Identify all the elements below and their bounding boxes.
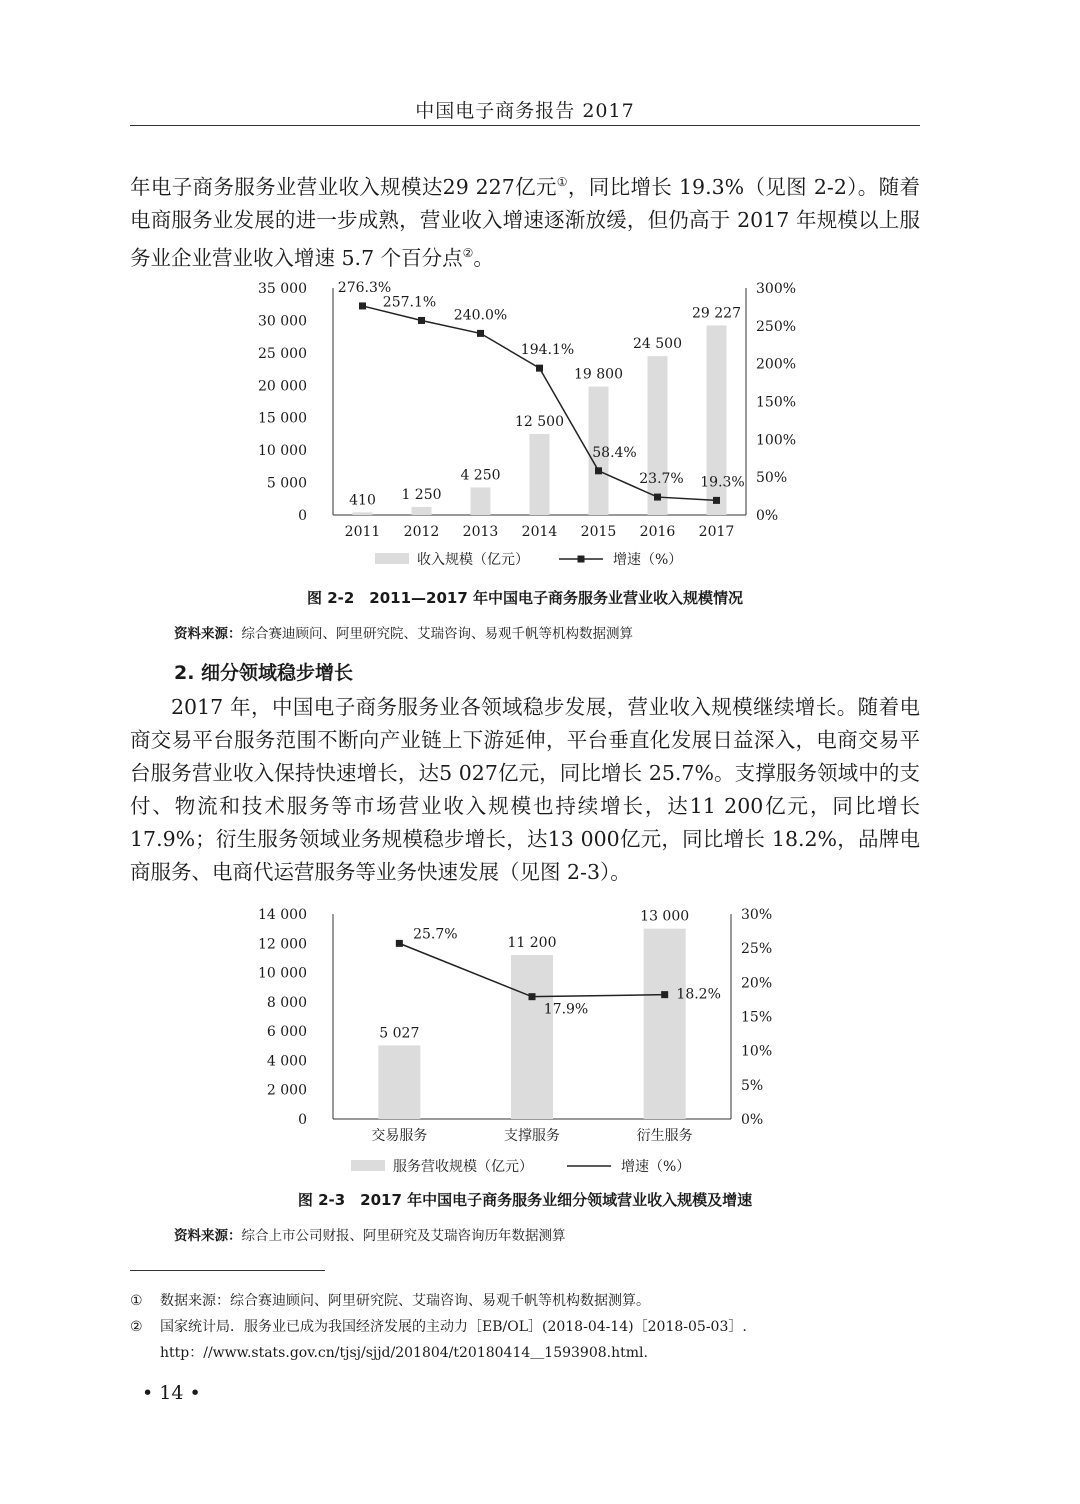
growth-label: 257.1% bbox=[382, 294, 437, 311]
footnote-2 bbox=[130, 1314, 920, 1340]
legend-bar-swatch bbox=[375, 553, 409, 564]
left-tick-label: 25 000 bbox=[258, 345, 307, 362]
left-tick-label: 4 000 bbox=[266, 1053, 307, 1070]
running-header: 中国电子商务报告 2017 bbox=[415, 100, 635, 122]
footnote-ref-1[interactable]: ① bbox=[556, 175, 568, 189]
growth-point bbox=[477, 330, 484, 337]
page-number: • 14 • bbox=[142, 1382, 201, 1404]
right-tick-label: 0% bbox=[756, 508, 779, 524]
growth-label: 276.3% bbox=[337, 279, 392, 296]
revenue-trend-chart bbox=[0, 272, 1080, 577]
paragraph-1 bbox=[130, 166, 920, 275]
paragraph-2: 2017 年，中国电子商务服务业各领域稳步发展，营业收入规模继续增长。随着电商交易平台服务范围不断向产业链上下游延伸，平台垂直化发展日益深入，电商交易平台服务营业收入保持快速增长，达5 027亿元，同比增长 25.7%。支撑服务领域中的支付、物流和技术服务等市场营业收入规模也持续增长，达11 200亿元，同比增长 17.9%；衍生服务领域业务规模稳步增长，达13 000亿元，同比增长 18.2%，品牌电商服务、电商代运营服务等业务快速发展（见图 2-3）。 bbox=[130, 695, 920, 884]
left-tick-label: 12 000 bbox=[258, 936, 307, 953]
growth-label: 25.7% bbox=[413, 926, 458, 943]
right-tick-label: 200% bbox=[756, 356, 797, 373]
category-label: 衍生服务 bbox=[636, 1128, 693, 1144]
bar-value-label: 5 027 bbox=[379, 1025, 420, 1042]
footnote-ref-2[interactable]: ② bbox=[462, 245, 474, 260]
right-tick-label: 250% bbox=[756, 318, 797, 335]
category-label: 2011 bbox=[344, 524, 381, 540]
footnote-mark: ② bbox=[130, 1319, 143, 1335]
growth-point bbox=[536, 365, 543, 372]
right-tick-label: 50% bbox=[756, 470, 788, 487]
footnote-text: 数据来源：综合赛迪顾问、阿里研究院、艾瑞咨询、易观千帆等机构数据测算。 bbox=[160, 1293, 650, 1309]
paragraph-1-text-a: 年电子商务服务业营业收入规模达29 227亿元 bbox=[130, 174, 557, 199]
left-tick-label: 0 bbox=[298, 1112, 307, 1128]
section-heading: 2. 细分领域稳步增长 bbox=[174, 662, 354, 684]
bar-value-label: 1 250 bbox=[401, 486, 442, 503]
growth-point bbox=[595, 467, 602, 474]
bar bbox=[412, 507, 432, 515]
source-label: 资料来源： bbox=[174, 626, 242, 642]
bar-value-label: 29 227 bbox=[692, 305, 741, 322]
paragraph-1-text-b: ，同比增长 19.3%（见图 2-2）。随着电商服务业发展的进一步成熟，营业收入增速逐渐放缓，但仍高于 2017 年规模以上服务业企业营业收入增速 5.7 个百分点 bbox=[130, 174, 921, 270]
category-label: 2014 bbox=[521, 524, 558, 540]
paragraph-1-text-c: 。 bbox=[473, 245, 494, 270]
growth-label: 19.3% bbox=[700, 474, 745, 491]
right-tick-label: 20% bbox=[741, 975, 773, 992]
bar bbox=[353, 512, 373, 515]
growth-label: 18.2% bbox=[676, 986, 721, 1003]
bar-value-label: 4 250 bbox=[460, 467, 501, 484]
left-tick-label: 20 000 bbox=[258, 378, 307, 395]
growth-point bbox=[661, 991, 668, 998]
left-tick-label: 35 000 bbox=[258, 281, 307, 297]
right-tick-label: 0% bbox=[741, 1112, 764, 1128]
right-tick-label: 10% bbox=[741, 1043, 773, 1060]
footnote-rule bbox=[130, 1270, 325, 1271]
bar-value-label: 19 800 bbox=[574, 366, 623, 383]
footnotes bbox=[130, 1288, 920, 1366]
bar bbox=[644, 929, 686, 1119]
left-tick-label: 5 000 bbox=[266, 475, 307, 492]
growth-point bbox=[396, 940, 403, 947]
source-text: 综合赛迪顾问、阿里研究院、艾瑞咨询、易观千帆等机构数据测算 bbox=[241, 626, 633, 642]
left-tick-label: 8 000 bbox=[266, 994, 307, 1011]
category-label: 2013 bbox=[462, 524, 499, 540]
right-tick-label: 150% bbox=[756, 394, 797, 411]
category-label: 交易服务 bbox=[371, 1128, 428, 1144]
source-label: 资料来源： bbox=[174, 1228, 242, 1244]
legend-line-label: 增速（%） bbox=[613, 552, 683, 568]
figure-2-2-source bbox=[174, 622, 920, 642]
growth-label: 23.7% bbox=[639, 471, 684, 488]
category-label: 2017 bbox=[698, 524, 735, 540]
growth-point bbox=[418, 317, 425, 324]
bar-value-label: 24 500 bbox=[633, 336, 682, 353]
growth-point bbox=[529, 993, 536, 1000]
header-rule bbox=[130, 125, 920, 126]
footnote-mark: ① bbox=[130, 1293, 143, 1309]
bar bbox=[511, 955, 553, 1119]
right-tick-label: 30% bbox=[741, 907, 773, 923]
footnote-text: 国家统计局．服务业已成为我国经济发展的主动力［EB/OL］(2018-04-14)［2018-05-03］. bbox=[160, 1319, 747, 1335]
right-tick-label: 15% bbox=[741, 1009, 773, 1026]
bar bbox=[530, 434, 550, 515]
bar-value-label: 410 bbox=[349, 492, 376, 509]
bar bbox=[378, 1045, 420, 1119]
growth-point bbox=[359, 302, 366, 309]
bar-value-label: 11 200 bbox=[507, 935, 557, 951]
figure-2-3-caption: 图 2-3 2017 年中国电子商务服务业细分领域营业收入规模及增速 bbox=[297, 1191, 753, 1209]
legend-line-label: 增速（%） bbox=[621, 1159, 691, 1175]
left-tick-label: 6 000 bbox=[266, 1024, 307, 1041]
source-text: 综合上市公司财报、阿里研究及艾瑞咨询历年数据测算 bbox=[241, 1228, 566, 1244]
footnote-url[interactable]: http：//www.stats.gov.cn/tjsj/sjjd/201804/t20180414＿1593908.html. bbox=[160, 1345, 648, 1361]
right-tick-label: 5% bbox=[741, 1077, 764, 1094]
left-tick-label: 0 bbox=[298, 508, 307, 524]
figure-2-2-caption: 图 2-2 2011—2017 年中国电子商务服务业营业收入规模情况 bbox=[306, 589, 744, 607]
left-tick-label: 10 000 bbox=[258, 965, 307, 982]
category-label: 2016 bbox=[639, 524, 676, 540]
growth-label: 17.9% bbox=[543, 1001, 589, 1018]
figure-2-3-source bbox=[174, 1224, 920, 1244]
bar bbox=[648, 356, 668, 515]
right-tick-label: 25% bbox=[741, 941, 773, 958]
growth-label: 240.0% bbox=[453, 307, 508, 324]
segment-revenue-chart bbox=[0, 898, 1080, 1183]
growth-point bbox=[654, 494, 661, 501]
left-tick-label: 10 000 bbox=[258, 443, 307, 460]
category-label: 支撑服务 bbox=[504, 1128, 560, 1144]
footnote-1 bbox=[130, 1288, 920, 1314]
growth-label: 58.4% bbox=[592, 444, 637, 461]
right-tick-label: 300% bbox=[756, 281, 797, 297]
legend-bar-label: 收入规模（亿元） bbox=[417, 552, 529, 568]
growth-point bbox=[713, 497, 720, 504]
left-tick-label: 30 000 bbox=[258, 313, 307, 330]
legend-line-marker bbox=[578, 556, 585, 563]
category-label: 2012 bbox=[403, 524, 440, 540]
left-tick-label: 2 000 bbox=[266, 1082, 307, 1099]
bar-value-label: 12 500 bbox=[515, 413, 564, 430]
legend-bar-swatch bbox=[351, 1160, 385, 1171]
growth-label: 194.1% bbox=[520, 342, 575, 359]
bar-value-label: 13 000 bbox=[640, 908, 690, 925]
legend-bar-label: 服务营收规模（亿元） bbox=[393, 1159, 533, 1175]
category-label: 2015 bbox=[580, 524, 617, 540]
left-tick-label: 15 000 bbox=[258, 410, 307, 427]
left-tick-label: 14 000 bbox=[258, 907, 307, 923]
right-tick-label: 100% bbox=[756, 432, 797, 449]
bar bbox=[471, 487, 491, 515]
